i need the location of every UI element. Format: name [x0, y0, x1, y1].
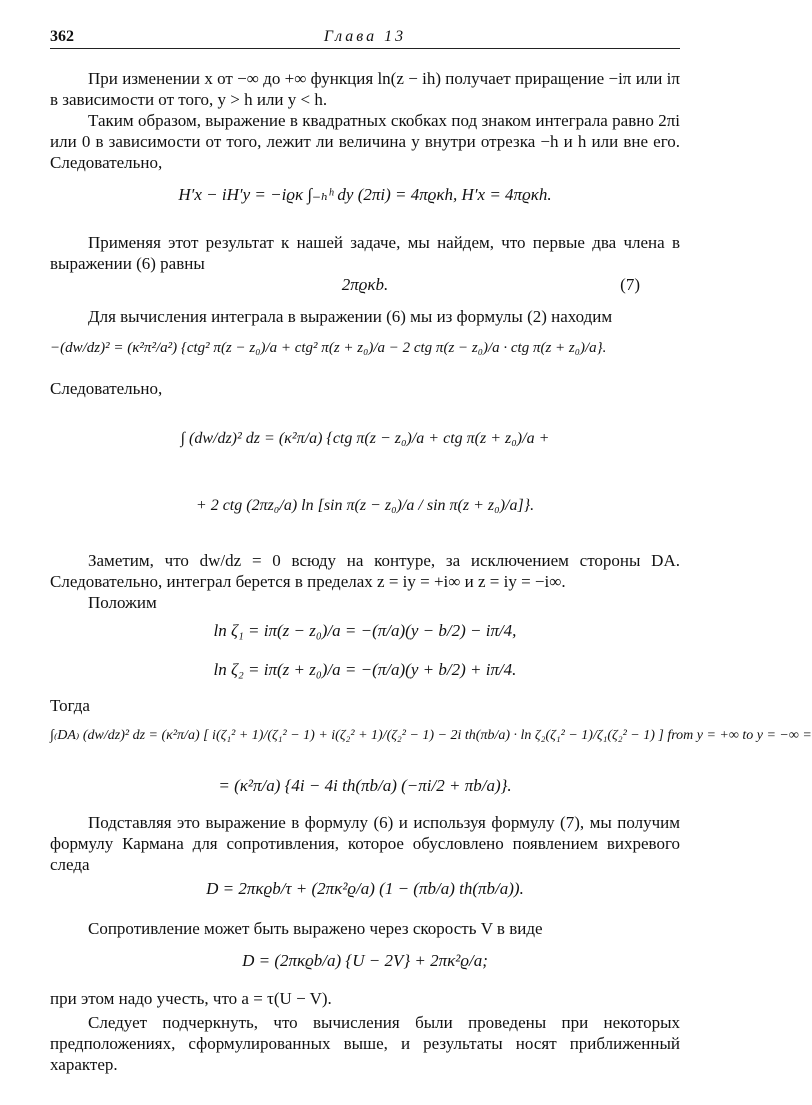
- paragraph-velocity-form: Сопротивление может быть выражено через скорость V в виде: [88, 919, 543, 938]
- equation-integral-line-2: + 2 ctg (2πz₀/a) ln [sin π(z − z₀)/a / sin π(z + z₀)/a]}.: [195, 497, 535, 514]
- equation-7-number: (7): [620, 275, 640, 294]
- equation-h-field: H′x − iH′y = −iϱκ ∫₋ₕʰ dy (2πi) = 4πϱκh, H′x = 4πϱκh.: [178, 185, 552, 204]
- equation-ln-zeta-1: ln ζ₁ = iπ(z − z₀)/a = −(π/a)(y − b/2) − iπ/4,: [213, 621, 517, 640]
- equation-ln-zeta-2: ln ζ₂ = iπ(z + z₀)/a = −(π/a)(y + b/2) + iπ/4.: [213, 660, 517, 679]
- equation-7-body: 2πϱκb.: [341, 275, 389, 294]
- paragraph-put: Положим: [88, 593, 157, 612]
- paragraph-karman-formula: Подставляя это выражение в формулу (6) и используя формулу (7), мы получим формулу Кармана для сопротивления, которое обусловлено появлением вихревого следа: [50, 813, 680, 874]
- equation-da-integral-line-2: = (κ²π/a) {4i − 4i th(πb/a) (−πi/2 + πb/a)}.: [218, 776, 512, 795]
- paragraph-then: Тогда: [50, 696, 90, 715]
- paragraph-contour-note: Заметим, что dw/dz = 0 всюду на контуре, за исключением стороны DA. Следовательно, интеграл берется в пределах z = iy = +i∞ и z = iy = −i∞.: [50, 551, 680, 591]
- paragraph-increment: При изменении x от −∞ до +∞ функция ln(z − ih) получает приращение −iπ или iπ в зависимости от того, y > h или y < h.: [50, 69, 680, 109]
- equation-da-integral-line-1: ∫₍DA₎ (dw/dz)² dz = (κ²π/a) [ i(ζ₁² + 1)/(ζ₁² − 1) + i(ζ₂² + 1)/(ζ₂² − 1) − 2i th(πb/a) · ln ζ₂(ζ₁² − 1)/ζ₁(ζ₂² − 1) ] from y = +∞ to y = −∞ =: [50, 728, 812, 743]
- paragraph-bracket-value: Таким образом, выражение в квадратных скобках под знаком интеграла равно 2πi или 0 в зависимости от того, лежит ли величина y внутри отрезка −h и h или вне его. Следовательно,: [50, 111, 680, 172]
- equation-drag-velocity: D = (2πκϱb/a) {U − 2V} + 2πκ²ϱ/a;: [242, 951, 488, 970]
- paragraph-approximation-note: Следует подчеркнуть, что вычисления были проведены при некоторых предположениях, сформулированных выше, и результаты носят приближенный характер.: [50, 1013, 680, 1074]
- paragraph-a-relation: при этом надо учесть, что a = τ(U − V).: [50, 989, 332, 1008]
- paragraph-integral-intro: Для вычисления интеграла в выражении (6) мы из формулы (2) находим: [88, 307, 613, 326]
- equation-7: [50, 274, 680, 295]
- running-header: [50, 26, 680, 49]
- equation-drag-d: D = 2πκϱb/τ + (2πκ²ϱ/a) (1 − (πb/a) th(πb/a)).: [206, 879, 524, 898]
- equation-dwdz-squared: −(dw/dz)² = (κ²π²/a²) {ctg² π(z − z₀)/a + ctg² π(z + z₀)/a − 2 ctg π(z − z₀)/a · ctg π(z + z₀)/a}.: [50, 340, 607, 356]
- paragraph-apply-result: Применяя этот результат к нашей задаче, мы найдем, что первые два члена в выражении (6) равны: [50, 233, 680, 273]
- chapter-title: Глава 13: [323, 28, 407, 45]
- equation-integral-line-1: ∫ (dw/dz)² dz = (κ²π/a) {ctg π(z − z₀)/a + ctg π(z + z₀)/a +: [180, 430, 550, 447]
- paragraph-consequently-1: Следовательно,: [50, 379, 163, 398]
- page-number: 362: [50, 28, 74, 45]
